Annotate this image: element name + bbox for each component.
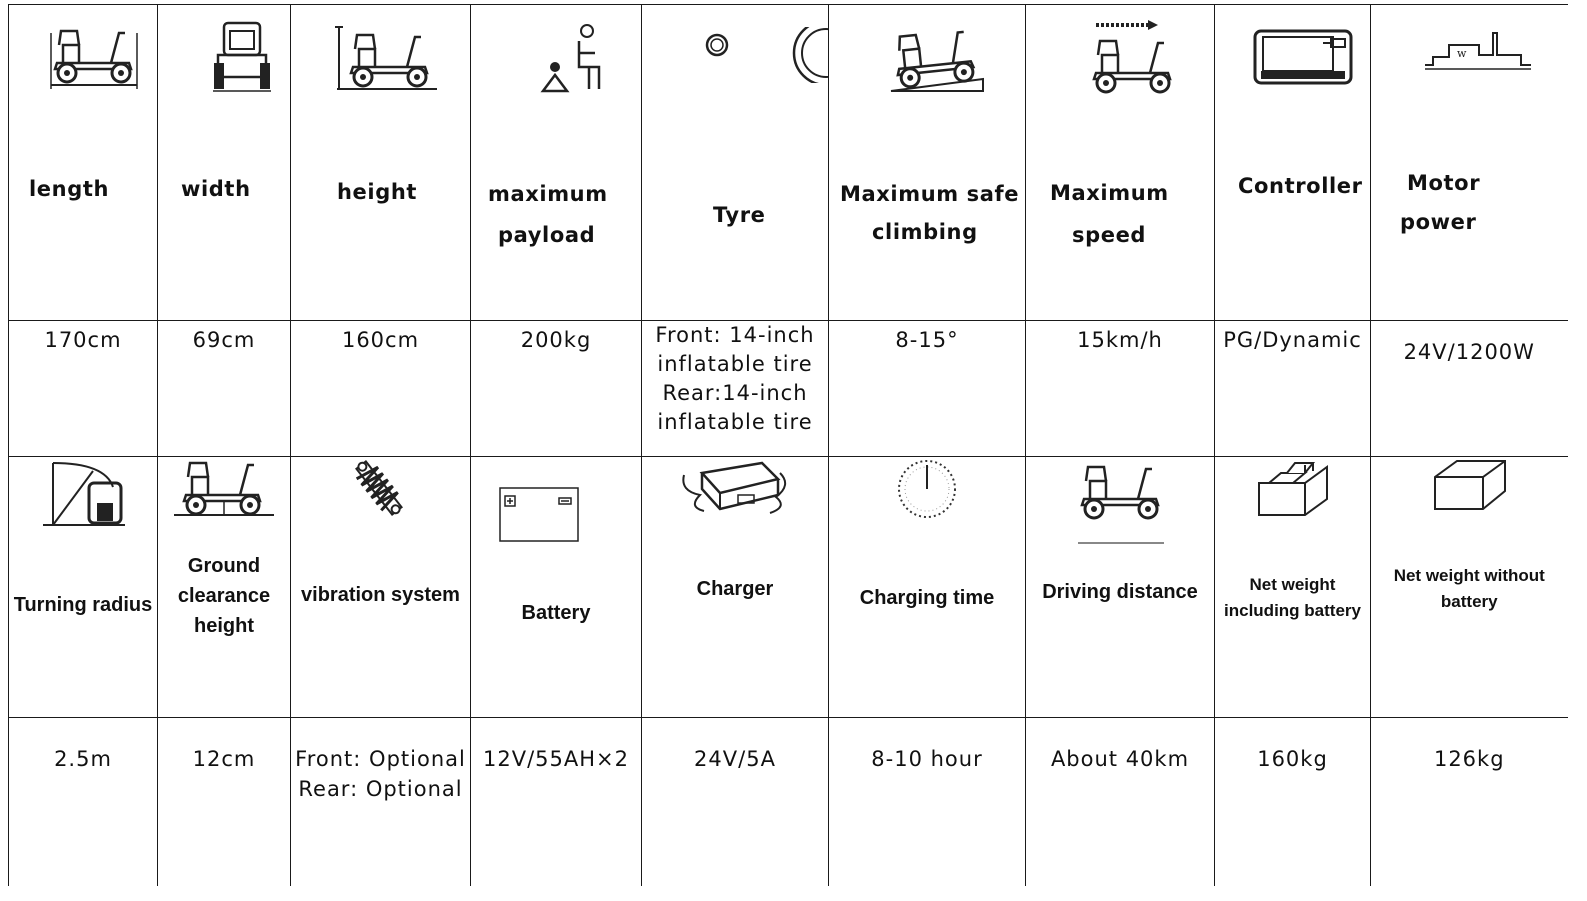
motor-icon-letter: w (1457, 47, 1467, 60)
controller-icon (1253, 29, 1353, 85)
label-charging-time: Charging time (859, 587, 995, 609)
spring-shock-icon (343, 459, 415, 517)
cell-controller-value (1215, 321, 1371, 457)
spec-table (8, 4, 1568, 886)
label-climbing-line1: Maximum safe (840, 182, 1020, 206)
label-battery: Battery (521, 602, 591, 624)
value-vibration-line2: Rear: Optional (298, 777, 463, 801)
cell-net-weight-excl (1371, 457, 1568, 718)
label-clearance-line2: clearance (177, 585, 271, 607)
cell-tyre (642, 5, 829, 321)
scooter-length-icon (49, 23, 139, 93)
cell-charging-time-value (829, 718, 1026, 887)
scooter-height-icon (335, 23, 439, 93)
value-tyre-line1: Front: 14-inch (655, 323, 815, 347)
driving-scooter-icon (1076, 459, 1166, 547)
label-clearance-line1: Ground (187, 555, 261, 577)
cell-turning (9, 457, 158, 718)
value-distance: About 40km (1050, 747, 1190, 771)
charger-icon (680, 459, 792, 519)
cell-tyre-value (642, 321, 829, 457)
label-net-weight-excl-line2: battery (1440, 592, 1498, 611)
label-clearance-line3: height (194, 615, 254, 637)
cell-charging-time (829, 457, 1026, 718)
cell-motor-value (1371, 321, 1568, 457)
cell-vibration-value (291, 718, 471, 887)
cell-climbing-value (829, 321, 1026, 457)
value-speed: 15km/h (1077, 328, 1163, 352)
value-clearance: 12cm (192, 747, 256, 771)
cell-length-value (9, 321, 158, 457)
cell-width (158, 5, 291, 321)
value-net-weight-incl: 160kg (1257, 747, 1328, 771)
cell-battery (471, 457, 642, 718)
cell-payload (471, 5, 642, 321)
value-turning: 2.5m (54, 747, 112, 771)
value-climbing: 8-15° (895, 328, 959, 352)
cell-climbing (829, 5, 1026, 321)
cell-speed-value (1026, 321, 1215, 457)
cell-charger (642, 457, 829, 718)
value-payload: 200kg (520, 328, 592, 352)
box-with-battery-icon (1257, 459, 1329, 517)
cell-speed (1026, 5, 1215, 321)
label-height: height (337, 180, 418, 204)
cell-charger-value (642, 718, 829, 887)
value-controller: PG/Dynamic (1223, 328, 1362, 352)
value-tyre-line4: inflatable tire (657, 410, 813, 434)
cell-clearance-value (158, 718, 291, 887)
battery-icon (499, 487, 581, 543)
value-battery: 12V/55AH×2 (483, 747, 629, 771)
spec-value-row-2 (9, 718, 1568, 887)
scooter-width-icon (212, 19, 272, 93)
cell-length (9, 5, 158, 321)
cell-motor (1371, 5, 1568, 321)
value-motor: 24V/1200W (1403, 340, 1535, 364)
cell-battery-value (471, 718, 642, 887)
label-climbing-line2: climbing (872, 220, 978, 244)
value-tyre-line2: inflatable tire (657, 352, 813, 376)
cell-distance (1026, 457, 1215, 718)
speed-icon (1086, 19, 1182, 95)
cell-payload-value (471, 321, 642, 457)
cell-vibration (291, 457, 471, 718)
label-speed-line2: speed (1072, 223, 1147, 247)
cell-net-weight-incl (1215, 457, 1371, 718)
cell-turning-value (9, 718, 158, 887)
label-motor-line2: power (1400, 210, 1477, 234)
cell-controller (1215, 5, 1371, 321)
cell-distance-value (1026, 718, 1215, 887)
value-charger: 24V/5A (694, 747, 776, 771)
spec-header-row-1 (9, 5, 1568, 321)
cell-height-value (291, 321, 471, 457)
box-icon (1433, 459, 1507, 511)
spec-value-row-1 (9, 321, 1568, 457)
value-tyre-line3: Rear:14-inch (662, 381, 808, 405)
value-height: 160cm (341, 328, 420, 352)
climbing-icon (889, 25, 985, 95)
ground-clearance-icon (172, 459, 276, 517)
cell-net-weight-excl-value (1371, 718, 1568, 887)
label-charger: Charger (696, 578, 774, 600)
value-width: 69cm (192, 328, 256, 352)
label-tyre: Tyre (713, 203, 766, 227)
cell-net-weight-incl-value (1215, 718, 1371, 887)
label-turning: Turning radius (13, 594, 153, 616)
value-charging-time: 8-10 hour (871, 747, 983, 771)
label-width: width (181, 177, 251, 201)
label-motor-line1: Motor (1407, 171, 1481, 195)
label-distance: Driving distance (1042, 581, 1198, 603)
value-vibration-line1: Front: Optional (295, 747, 466, 771)
clock-icon (892, 459, 962, 519)
motor-icon (1423, 25, 1533, 73)
label-net-weight-excl-line1: Net weight without (1393, 566, 1545, 585)
label-net-weight-incl-line2: including battery (1224, 601, 1361, 620)
label-controller: Controller (1238, 174, 1363, 198)
cell-clearance (158, 457, 291, 718)
value-length: 170cm (44, 328, 122, 352)
label-payload-line1: maximum (488, 182, 608, 206)
payload-icon (529, 23, 609, 93)
label-length: length (29, 177, 110, 201)
label-vibration: vibration system (301, 584, 460, 606)
cell-width-value (158, 321, 291, 457)
tyre-icon (702, 27, 829, 83)
value-net-weight-excl: 126kg (1433, 747, 1505, 771)
label-payload-line2: payload (498, 223, 596, 247)
turning-radius-icon (41, 459, 127, 529)
cell-height (291, 5, 471, 321)
label-speed-line1: Maximum (1050, 181, 1169, 205)
label-net-weight-incl-line1: Net weight (1249, 575, 1336, 594)
spec-header-row-2 (9, 457, 1568, 718)
